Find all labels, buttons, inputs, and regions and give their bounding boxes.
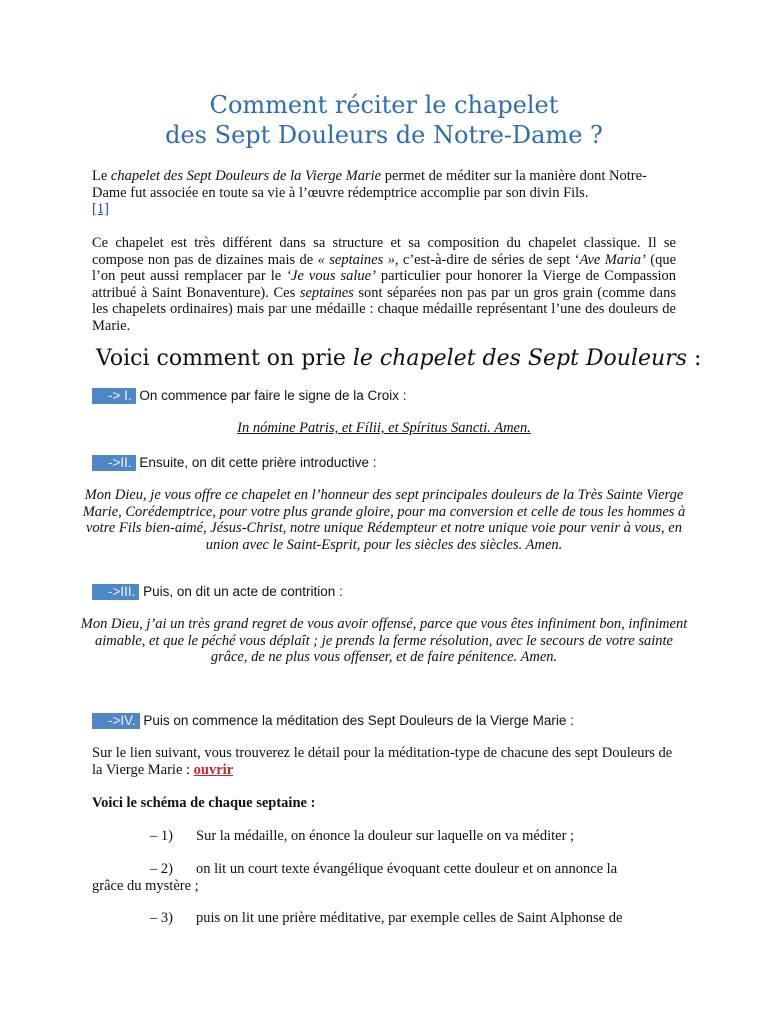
prayer-sign-of-cross: In nómine Patris, et Fílii, et Spíritus Sancti. Amen. [237,420,531,436]
step-tag: ->II. [92,455,136,471]
footnote-link[interactable]: [1] [92,201,109,217]
schema-heading: Voici le schéma de chaque septaine : [92,795,316,811]
intro-paragraph-2: Ce chapelet est très différent dans sa structure et sa composition du chapelet classique. Il se compose non pas de dizaines mais de « septaines », c’est-à-dire de séries de sept ‘Ave Maria’ (que l’on peut aussi remplacer par le ‘Je vous salue’ particulier pour honorer la Vierge de Compassion attribué à Saint Bonaventure). Ces septaines sont séparées non pas par un gros grain (comme dans les chapelets ordinaires) mais par une médaille : chaque médaille représentant l’une des douleurs de Marie. [92,235,676,334]
step-3: ->III. Puis, on dit un acte de contrition : [92,584,343,600]
intro-paragraph-1: Le chapelet des Sept Douleurs de la Vierge Marie permet de méditer sur la manière dont Notre-Dame fut associée en toute sa vie à l’œuvre rédemptrice accomplie par son divin Fils. [1] [92,168,647,217]
list-item-number: – 3) [150,910,173,926]
page-title-line-2: des Sept Douleurs de Notre-Dame ? [165,121,603,149]
list-item-continuation: grâce du mystère ; [92,878,199,894]
step-tag: ->III. [92,584,139,600]
ouvrir-link[interactable]: ouvrir [193,761,234,778]
list-item: on lit un court texte évangélique évoquant cette douleur et on annonce la [196,861,618,877]
step-tag: -> I. [92,388,136,404]
list-item: puis on lit une prière méditative, par exemple celles de Saint Alphonse de [196,910,623,926]
prayer-introductory: Mon Dieu, je vous offre ce chapelet en l’honneur des sept principales douleurs de la Très Sainte Vierge Marie, Corédemptrice, pour votre plus grande gloire, pour ma conversion et celle de tous les hommes à votre Fils bien-aimé, Jésus-Christ, notre unique Rédempteur et notre unique voie pour venir à vous, en union avec le Saint-Esprit, pour les siècles des siècles. Amen. [82,487,686,553]
step-tag: ->IV. [92,713,140,729]
list-item-number: – 2) [150,861,173,877]
step-2: ->II. Ensuite, on dit cette prière introductive : [92,455,377,471]
step-1: -> I. On commence par faire le signe de la Croix : [92,388,407,404]
list-item-number: – 1) [150,828,173,844]
prayer-contrition: Mon Dieu, j’ai un très grand regret de vous avoir offensé, parce que vous êtes infiniment bon, infiniment aimable, et que le péché vous déplaît ; je prends la ferme résolution, avec le secours de votre sainte grâce, de ne plus vous offenser, et de faire pénitence. Amen. [80,616,688,665]
section-heading: Voici comment on prie le chapelet des Sept Douleurs : [96,346,702,371]
step-4: ->IV. Puis on commence la méditation des Sept Douleurs de la Vierge Marie : [92,713,574,729]
page-title-line-1: Comment réciter le chapelet [209,91,559,119]
meditation-paragraph: Sur le lien suivant, vous trouverez le détail pour la méditation-type de chacune des sept Douleurs de la Vierge Marie : ouvrir [92,745,673,778]
list-item: Sur la médaille, on énonce la douleur sur laquelle on va méditer ; [196,828,575,844]
